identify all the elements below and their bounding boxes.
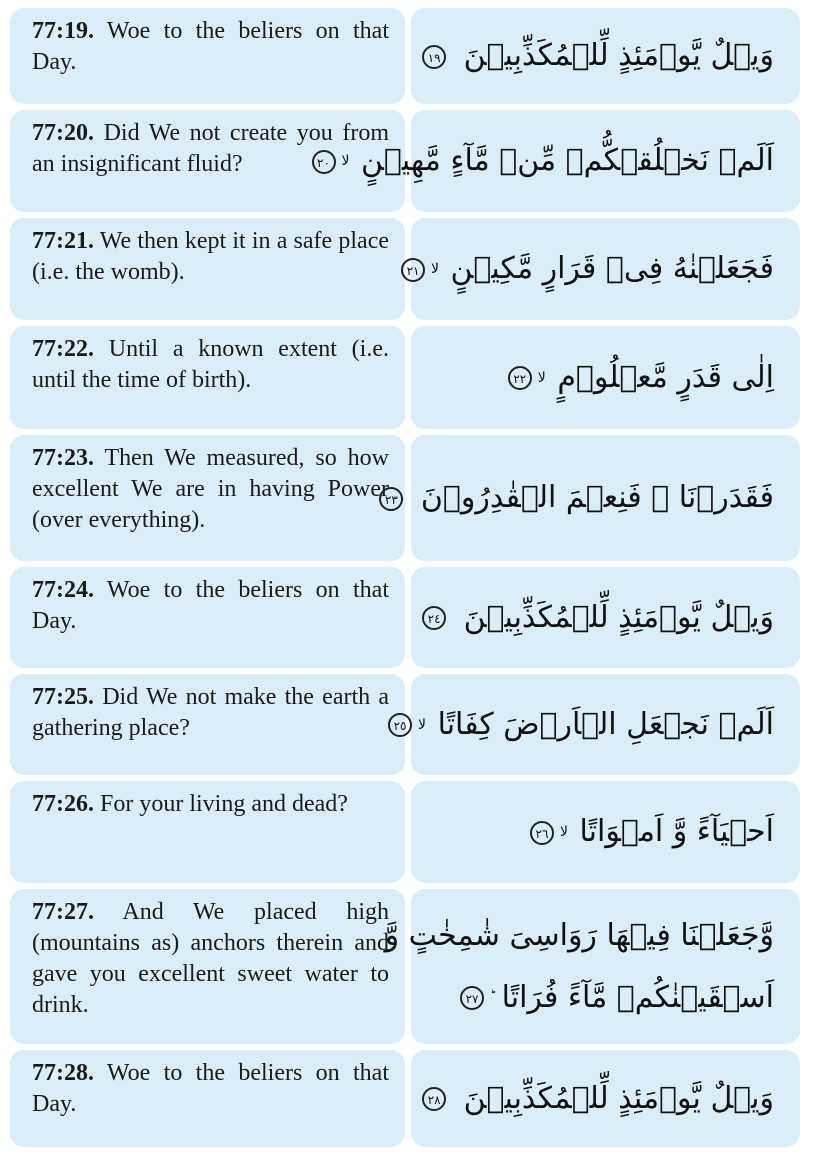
verse-number-marker: ٢٢: [508, 366, 532, 390]
translation-cell: [10, 781, 405, 883]
arabic-line: [427, 967, 774, 1029]
arabic-text: اَلَمۡ نَخۡلُقۡكُّمۡ مِّنۡ مَّآءٍ مَّهِيۡنٍ: [361, 143, 774, 178]
arabic-cell: [411, 781, 800, 883]
verse-number-marker: ٢٠: [312, 150, 336, 174]
translation-cell: [10, 567, 405, 668]
arabic-line: [384, 467, 774, 529]
arabic-text: اِلٰى قَدَرٍ مَّعۡلُوۡمٍ: [557, 359, 774, 395]
translation-cell: [10, 8, 405, 104]
arabic-cell: [411, 567, 800, 668]
verse-row: [10, 674, 800, 775]
verse-number-marker: ٢٣: [379, 487, 403, 511]
verse-row: [10, 889, 800, 1044]
arabic-cell: [317, 110, 800, 212]
verse-reference: 77:23.: [32, 445, 94, 471]
arabic-text: فَجَعَلۡنٰهُ فِىۡ قَرَارٍ مَّكِيۡنٍ: [450, 251, 774, 286]
verse-reference: 77:19.: [32, 18, 94, 44]
arabic-line: [427, 801, 774, 863]
verse-translation: For your living and dead?: [94, 791, 348, 817]
verse-reference: 77:28.: [32, 1060, 94, 1086]
arabic-line: [406, 238, 774, 300]
arabic-text: اَسۡقَيۡنٰكُمۡ مَّآءً فُرَاتًا: [501, 979, 774, 1015]
translation-cell: [10, 1050, 405, 1147]
arabic-line: [427, 25, 774, 87]
verse-translation: And We placed high (mountains as) anchors therein and gave you excellent sweet water to drink.: [32, 899, 389, 1018]
verse-translation: Did We not make the earth a gathering place?: [32, 684, 389, 741]
verse-number-marker: ٢٨: [422, 1087, 446, 1111]
arabic-line: [393, 694, 774, 756]
verse-row: [10, 781, 800, 883]
verse-translation: Woe to the beliers on that Day.: [32, 577, 389, 634]
verse-row: [10, 218, 800, 320]
verse-row: [10, 435, 800, 561]
verse-translation: Woe to the beliers on that Day.: [32, 1060, 389, 1117]
verse-number-marker: ٢٧: [460, 986, 484, 1010]
pause-mark: لا: [341, 153, 350, 169]
arabic-text: وَيۡلٌ يَّوۡمَئِذٍ لِّلۡمُكَذِّبِيۡنَ: [463, 38, 774, 73]
arabic-line: [384, 905, 774, 967]
arabic-text: اَلَمۡ نَجۡعَلِ الۡاَرۡضَ كِفَاتًا: [437, 706, 774, 742]
verse-translation: Did We not create you from an insignificant fluid?: [32, 120, 389, 177]
translation-cell: [10, 435, 405, 561]
arabic-line: [427, 347, 774, 409]
translation-cell: [10, 889, 405, 1044]
arabic-line: [427, 587, 774, 649]
verse-row: [10, 110, 800, 212]
verse-translation: Woe to the beliers on that Day.: [32, 18, 389, 75]
arabic-text: فَقَدَرۡنَا ۖ فَنِعۡمَ الۡقٰدِرُوۡنَ: [420, 480, 774, 515]
verse-number-marker: ٢١: [401, 258, 425, 282]
arabic-line: [317, 130, 774, 192]
verse-row: [10, 326, 800, 429]
verse-table: [10, 8, 800, 1153]
arabic-text: اَحۡيَآءً وَّ اَمۡوَاتًا: [579, 814, 774, 849]
verse-row: [10, 8, 800, 104]
verse-row: [10, 1050, 800, 1147]
verse-reference: 77:27.: [32, 899, 94, 925]
pause-mark: لا: [431, 261, 439, 277]
arabic-cell: [384, 435, 800, 561]
arabic-cell: [411, 326, 800, 429]
arabic-line: [427, 1068, 774, 1130]
verse-reference: 77:20.: [32, 120, 94, 146]
pause-mark: لا: [559, 824, 568, 840]
verse-translation: We then kept it in a safe place (i.e. the womb).: [32, 228, 389, 285]
verse-number-marker: ٢٤: [422, 606, 446, 630]
arabic-text: وَيۡلٌ يَّوۡمَئِذٍ لِّلۡمُكَذِّبِيۡنَ: [463, 599, 774, 635]
verse-row: [10, 567, 800, 668]
verse-reference: 77:21.: [32, 228, 94, 254]
arabic-cell: [393, 674, 800, 775]
verse-number-marker: ٢٥: [388, 713, 412, 737]
verse-translation: Then We measured, so how excellent We are in having Power (over everything).: [32, 445, 389, 533]
verse-number-marker: ٢٦: [530, 821, 554, 845]
verse-translation: Until a known extent (i.e. until the time of birth).: [32, 336, 389, 393]
translation-cell: [10, 674, 405, 775]
translation-cell: [10, 326, 405, 429]
verse-reference: 77:22.: [32, 336, 94, 362]
verse-reference: 77:26.: [32, 791, 94, 817]
pause-mark: لا: [418, 716, 427, 733]
arabic-cell: [411, 8, 800, 104]
arabic-text: وَّجَعَلۡنَا فِيۡهَا رَوَاسِىَ شٰمِخٰتٍ وَّ: [384, 917, 774, 953]
pause-mark: لا: [537, 369, 546, 386]
translation-cell: [10, 218, 405, 320]
arabic-cell: [411, 1050, 800, 1147]
arabic-cell: [384, 889, 800, 1044]
arabic-text: وَيۡلٌ يَّوۡمَئِذٍ لِّلۡمُكَذِّبِيۡنَ: [463, 1080, 774, 1116]
arabic-cell: [406, 218, 800, 320]
verse-reference: 77:25.: [32, 684, 94, 710]
verse-number-marker: ١٩: [422, 45, 446, 69]
verse-reference: 77:24.: [32, 577, 94, 603]
